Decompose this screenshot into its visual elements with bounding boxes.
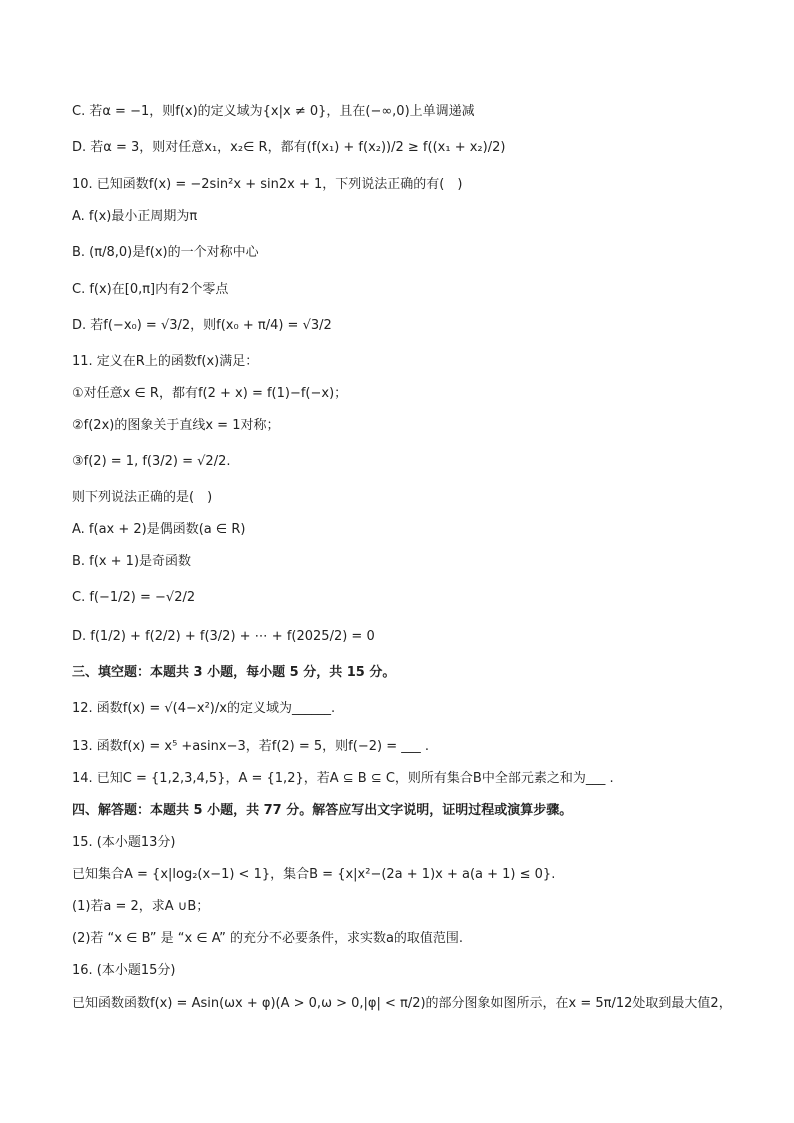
question-12: 12. 函数f(x) = √(4−x²)/x的定义域为______. (72, 701, 336, 716)
condition-11-2: ②f(2x)的图象关于直线x = 1对称； (72, 418, 280, 433)
option-10b: B. (π/8,0)是f(x)的一个对称中心 (72, 245, 259, 260)
condition-11-3: ③f(2) = 1, f(3/2) = √2/2. (72, 454, 231, 469)
question-15-part-1: (1)若a = 2，求A ∪B； (72, 899, 210, 914)
option-9d: D. 若α = 3，则对任意x₁，x₂∈ R，都有(f(x₁) + f(x₂))/2 ≥ f((x₁ + x₂)/2) (72, 140, 506, 155)
option-9c: C. 若α = −1，则f(x)的定义域为{x|x ≠ 0}，且在(−∞,0)上单调递减 (72, 104, 475, 119)
question-15-stem: 已知集合A = {x|log₂(x−1) < 1}，集合B = {x|x²−(2a + 1)x + a(a + 1) ≤ 0}. (72, 867, 556, 882)
condition-11-1: ①对任意x ∈ R，都有f(2 + x) = f(1)−f(−x)； (72, 386, 348, 401)
section-4-heading: 四、解答题：本题共 5 小题，共 77 分。解答应写出文字说明，证明过程或演算步骤。 (72, 803, 573, 818)
option-10c: C. f(x)在[0,π]内有2个零点 (72, 282, 229, 297)
question-16-stem: 已知函数函数f(x) = Asin(ωx + φ)(A > 0,ω > 0,|φ| < π/2)的部分图象如图所示，在x = 5π/12处取到最大值2， (72, 996, 732, 1011)
question-10: 10. 已知函数f(x) = −2sin²x + sin2x + 1，下列说法正确的有( ) (72, 177, 463, 192)
option-11d: D. f(1/2) + f(2/2) + f(3/2) + ⋯ + f(2025/2) = 0 (72, 629, 375, 644)
question-15-part-2: (2)若 “x ∈ B” 是 “x ∈ A” 的充分不必要条件，求实数a的取值范围. (72, 931, 464, 946)
question-14: 14. 已知C = {1,2,3,4,5}，A = {1,2}，若A ⊆ B ⊆ C，则所有集合B中全部元素之和为___ . (72, 771, 614, 786)
option-11b: B. f(x + 1)是奇函数 (72, 554, 192, 569)
question-16-header: 16. (本小题15分) (72, 963, 176, 978)
section-3-heading: 三、填空题：本题共 3 小题，每小题 5 分，共 15 分。 (72, 665, 396, 680)
question-13: 13. 函数f(x) = x⁵ +asinx−3，若f(2) = 5，则f(−2) = ___ . (72, 739, 429, 754)
option-10d: D. 若f(−x₀) = √3/2，则f(x₀ + π/4) = √3/2 (72, 318, 332, 333)
option-10a: A. f(x)最小正周期为π (72, 209, 198, 224)
question-15-header: 15. (本小题13分) (72, 835, 176, 850)
option-11c: C. f(−1/2) = −√2/2 (72, 590, 196, 605)
option-11a: A. f(ax + 2)是偶函数(a ∈ R) (72, 522, 246, 537)
question-11: 11. 定义在R上的函数f(x)满足： (72, 354, 259, 369)
question-11-prompt: 则下列说法正确的是( ) (72, 490, 213, 505)
